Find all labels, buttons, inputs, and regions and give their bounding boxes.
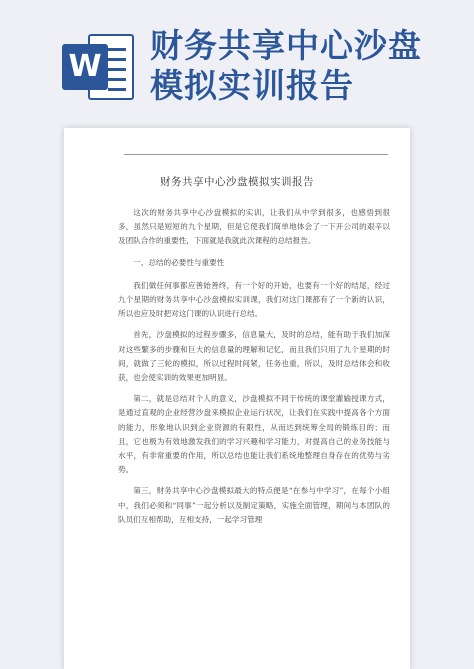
banner-title-line1: 财务共享中心沙盘 [150, 26, 422, 65]
paragraph-2: 首先，沙盘模拟的过程步骤多，信息量大，及时的总结，能有助于我们加深对这些繁多的步骤和巨大的信息量的理解和记忆，而且我们只用了九个星期的时间，就做了三轮的模拟，所以过程时间紧，任务也重，所以，及时总结体会和收获，也会使实训的效果更加明显。 [118, 330, 390, 383]
document-title: 财务共享中心沙盘模拟实训报告 [160, 176, 314, 188]
word-icon [62, 30, 136, 104]
paragraph-3: 第二，就是总结对个人的意义，沙盘模拟不同于传统的课堂灌输授课方式，是通过直观的企业经营沙盘来模拟企业运行状况，让我们在实践中提高各个方面的能力，形象地认识到企业资源的有限性，从而达到统筹全局的锻炼目的；而且，它也极为有效地激发我们的学习兴趣和学习能力，对提高自己的业务技能与水平，有非常重要的作用，所以总结也能让我们系统地整理自身存在的优势与劣势。 [118, 394, 390, 475]
word-icon-letter: W [62, 44, 108, 90]
document-page [64, 128, 410, 669]
paragraph-4: 第三，财务共享中心沙盘模拟最大的特点便是“在参与中学习”，在每个小组中，我们必须和“同事”一起分析以及制定策略，实施全面管理，期间与本团队的队员们互相帮助，互相支持，一起学习管理 [118, 486, 390, 524]
document-body [118, 206, 390, 534]
banner-title [150, 26, 470, 106]
banner-title-line2: 模拟实训报告 [150, 66, 354, 105]
paragraph-intro: 这次的财务共享中心沙盘模拟的实训，让我们从中学到很多，也感悟到很多，虽然只是短短的九个星期，但是它使我们简单地体会了一下开公司的艰辛以及团队合作的重要性，下面就是我就此次课程的总结报告。 [118, 208, 390, 246]
banner [0, 0, 474, 120]
section-heading: 一、总结的必要性与重要性 [133, 257, 225, 267]
header-rule [124, 154, 388, 155]
paragraph-1: 我们做任何事都应善始善终，有一个好的开始，也要有一个好的结尾，经过九个星期的财务共享中心沙盘模拟实训课，我们对这门课都有了一个新的认识，所以也应及时把对这门课的认识进行总结。 [118, 280, 390, 319]
